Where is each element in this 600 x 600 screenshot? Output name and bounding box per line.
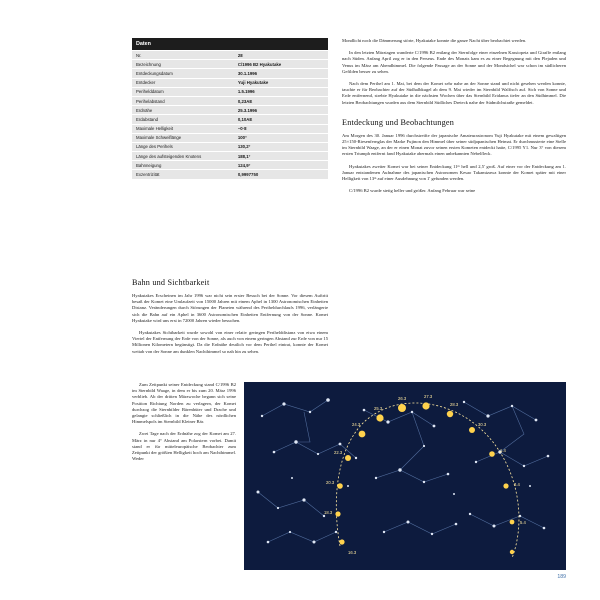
row-key: Bahnneigung xyxy=(132,161,234,170)
comet-label: 30.3 xyxy=(478,422,487,427)
row-key: Länge des Perihels xyxy=(132,142,234,151)
row-value: 0,10AE xyxy=(234,115,328,124)
left-column-orbit xyxy=(132,278,328,361)
data-table xyxy=(132,38,328,180)
table-row xyxy=(132,87,328,96)
paragraph: Mondlicht noch die Dämmerung störte, Hyakutake konnte die ganze Nacht über beobachtet werden. xyxy=(342,38,527,43)
section-heading-orbit: Bahn und Sichtbarkeit xyxy=(132,278,210,287)
row-value: 130,2° xyxy=(234,142,328,151)
section-heading-discovery: Entdeckung und Beobachtungen xyxy=(342,117,455,127)
row-value: 188,1° xyxy=(234,152,328,161)
row-value: 25.3.1996 xyxy=(234,106,328,115)
paragraph: In den letzten Märztagen wanderte C/1996 B2 entlang der Sternfolge einer einzelnen Kassiopeia und Giraffe entlang nach Süden. Anfang April zog er in den Perseus. Ende des Monats kam es zu einer Begegnung mit den Plejaden und Venus im März am Abendhimmel. Die folgende Passage an der Sonne und der Mondsichel war schon im südlicheren Gefilden besser zu sehen. xyxy=(342,50,566,74)
row-key: Entdeckungsdatum xyxy=(132,69,234,78)
comet-label: 24.3 xyxy=(352,422,361,427)
left-column-narrow xyxy=(132,382,236,468)
table-row xyxy=(132,106,328,115)
row-key: Bezeichnung xyxy=(132,60,234,69)
paragraph: C/1996 B2 wurde stetig heller und größer. Anfang Februar war seine xyxy=(349,188,476,194)
table-row xyxy=(132,161,328,170)
row-value: 28 xyxy=(234,51,328,60)
comet-label: 18.3 xyxy=(324,510,333,515)
star-map-svg xyxy=(244,382,566,570)
table-row xyxy=(132,78,328,87)
row-key: Perihelddatum xyxy=(132,87,234,96)
row-value: 0,23AE xyxy=(234,96,328,105)
paragraph: Hyakutakes Erscheinen im Jahr 1996 war nicht sein erster Besuch bei der Sonne. Vor diesem Auftritt besaß der Komet eine Umlaufzeit von 15000 Jahren mit einem Aphel in 1300 Astronomischen Einheiten Distanz. Veränderungen durch Störungen der Planeten während des Periheldurchlaufs 1996, verlängerte sich die Bahn auf ein Aphel in 3600 Astronomischen Einheiten Entfernung von der Sonne. Komet Hyakutake wird uns erst in 72000 Jahren wieder besuchen. xyxy=(132,293,328,323)
row-key: Nr. xyxy=(132,51,234,60)
comet-label: 1.4 xyxy=(500,448,506,453)
comet-label: 3.4 xyxy=(514,482,520,487)
row-key: Maximale Helligkeit xyxy=(132,124,234,133)
row-key: Erdabstand xyxy=(132,115,234,124)
row-value: –0·8 xyxy=(234,124,328,133)
table-row xyxy=(132,170,328,179)
paragraph: Am Morgen des 30. Januar 1996 durchstreifte der japanische Amateurastronom Yuji Hyakutake mit einem gewaltigen 25×150-Riesenfernglas der Marke Fujinon den Himmel über seiner südjapanischen Heimat. Er durchmusterte eine Stelle im Sternbild Waage, an der er einen Monat zuvor seinen ersten Kometen entdeckt hatte, C/1995 Y1. Nur 3° von diesem ersten Triumph entfernt fand Hyakutake abermals einen unbekannten Nebelfleck. xyxy=(342,132,566,157)
row-value: 30.1.1996 xyxy=(234,69,328,78)
star-map-figure xyxy=(244,382,566,570)
paragraph: Hyakutakes Sichtbarkeit wurde sowohl von einer relativ geringen Perihelddistanz von etwa einem Viertel der Entfernung der Erde von der Sonne, als auch von einem geringen Abstand zur Erde von nur 15 Millionen Kilometern begünstigt. Da die Erdnähe deutlich vor dem Perihel eintrat, konnte der Komet weitab von der Sonne am dunklen Nachthimmel so nah hin zu sehen. xyxy=(132,330,328,354)
comet-label: 5.4 xyxy=(520,520,526,525)
paragraph: Zum Zeitpunkt seiner Entdeckung stand C/1996 B2 im Sternbild Waage, in dem er bis zum 20. März 1996 verblieb. Ab der dritten Märzwoche begann sich seine Position Richtung Norden zu verlagern, der Komet durchzog die Sternbilder Bärenhüter und Drache und gelangte schließlich in die Nähe des nördlichen Himmelspols im Sternbild Kleiner Bär. xyxy=(132,382,236,425)
row-key: Länge des aufsteigenden Knotens xyxy=(132,152,234,161)
comet-label: 28.3 xyxy=(450,402,459,407)
row-value: Yuji Hyakutake xyxy=(234,78,328,87)
row-value: 1.5.1996 xyxy=(234,87,328,96)
table-row xyxy=(132,142,328,151)
table-row xyxy=(132,124,328,133)
comet-label: 27.3 xyxy=(424,394,433,399)
row-value: 0,9997750 xyxy=(234,170,328,179)
page-columns xyxy=(34,30,566,570)
page-number: 189 xyxy=(557,574,566,580)
row-key: Perihelabstand xyxy=(132,96,234,105)
row-key: Exzentrizität xyxy=(132,170,234,179)
row-key: Maximale Schweiflänge xyxy=(132,133,234,142)
row-key: Entdecker xyxy=(132,78,234,87)
row-value: 124,9° xyxy=(234,161,328,170)
table-row xyxy=(132,133,328,142)
row-key: Erdnähe xyxy=(132,106,234,115)
row-value: C/1996 B2 Hyakutake xyxy=(234,60,328,69)
data-table-caption: Daten xyxy=(132,38,328,51)
comet-label: 22.3 xyxy=(334,450,343,455)
right-column-top xyxy=(342,38,566,200)
table-row xyxy=(132,152,328,161)
paragraph: Zwei Tage nach der Erdnähe zog der Komet am 27. März in nur 4° Abstand am Polarstern vorbei. Damit stand er für mitteleuropäische Beobachter zum Zeitpunkt der größten Helligkeit hoch am Nachthimmel. Weder xyxy=(132,431,236,462)
comet-label: 20.3 xyxy=(326,480,335,485)
table-row xyxy=(132,96,328,105)
data-table-caption-row xyxy=(132,38,328,51)
table-row xyxy=(132,69,328,78)
table-row xyxy=(132,115,328,124)
paragraph: Nach dem Perihel am 1. Mai, bei dem der Komet sehr nahe an der Sonne stand und nicht gesehen werden konnte, tauchte er für Beobachter auf der Südhalbkugel ab dem 9. Mai wieder im Sternbild Walfisch auf. Sich von Sonne und Erde entfernend, strebte Hyakutake in die nächsten Wochen über das Sternbild Eridanus tiefer an den Südhimmel. Die letzten Beobachtungen wurden aus dem Sternbild Südliches Dreieck nahe der Südmilchstraße gemeldet. xyxy=(342,81,566,105)
comet-label: 16.3 xyxy=(348,550,357,555)
comet-label: 25.3 xyxy=(374,406,383,411)
data-table-body xyxy=(132,38,328,179)
table-row xyxy=(132,51,328,60)
comet-label: 26.3 xyxy=(398,396,407,401)
table-row xyxy=(132,60,328,69)
row-value: 100° xyxy=(234,133,328,142)
paragraph: Hyakutakes zweiter Komet war bei seiner Entdeckung 11ᵐ hell und 2,5' groß. Auf einer vor der Entdeckung am 1. Januar entstandenen Aufnahme des japanischen Astronomen Kesao Takamizawa konnte der Komet später mit einer Helligkeit von 13ᵐ auf einer Ausdehnung von 1' gefunden werden. xyxy=(342,163,566,182)
